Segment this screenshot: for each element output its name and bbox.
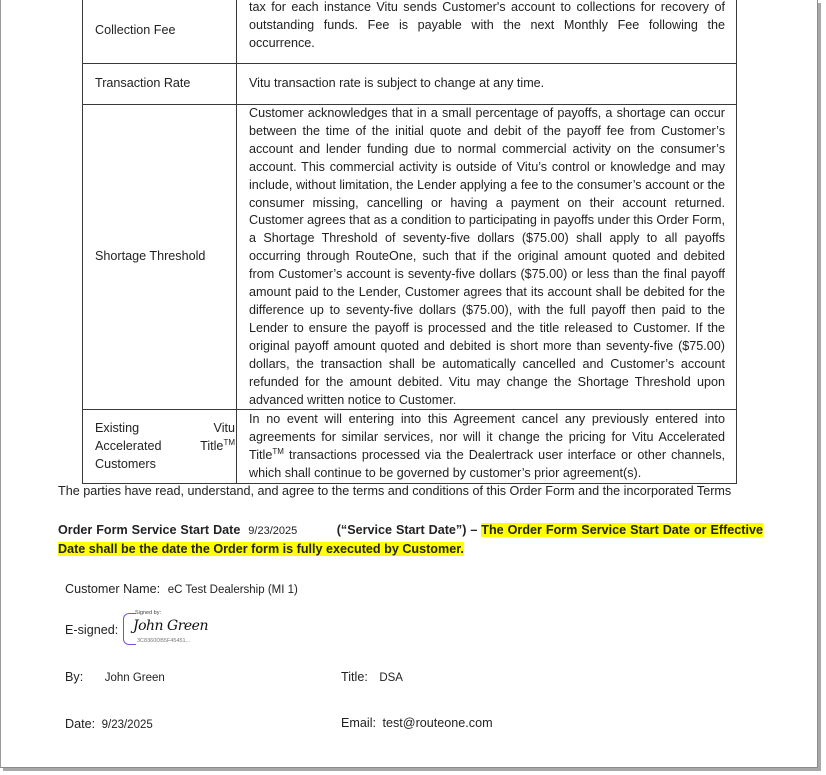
- trademark-mark: TM: [272, 446, 284, 456]
- start-date-highlighted-note: The Order Form Service Start Date or Effective Date shall be the date the Order form is fully executed by Customer.: [58, 523, 763, 556]
- row-text-existing-customers: [237, 410, 737, 484]
- date-label: Date:: [65, 717, 96, 731]
- customer-name-label: Customer Name:: [65, 582, 161, 596]
- esigned-label: E-signed:: [65, 623, 119, 637]
- agreement-paragraph: The parties have read, understand, and agree to the terms and conditions of this Order Form and the incorporated Terms: [58, 484, 732, 498]
- customer-name-field: [65, 582, 298, 596]
- text-part: In no event will entering into this Agreement cancel any previously entered into agreements for similar services, nor will it change the pricing for Vitu Accelerated Title: [249, 412, 725, 462]
- label-word: [200, 438, 235, 456]
- email-value: test@routeone.com: [382, 716, 493, 730]
- by-value: John Green: [104, 672, 165, 684]
- title-value: DSA: [379, 672, 403, 684]
- text-part: transactions processed via the Dealertrack user interface or other channels, which shall continue to be governed by customer’s prior agreement(s).: [249, 447, 725, 480]
- signature-image: John Green: [133, 618, 208, 634]
- row-label-collection-fee: Collection Fee: [83, 0, 237, 64]
- table-row: [83, 0, 737, 64]
- label-line-3: Customers: [95, 456, 156, 471]
- row-label-shortage-threshold: Shortage Threshold: [83, 105, 237, 410]
- label-word: Existing: [95, 421, 140, 436]
- start-date-definition: (“Service Start Date”) –: [336, 523, 482, 537]
- by-label: By:: [65, 670, 84, 684]
- email-label: Email:: [341, 716, 376, 730]
- e-signature-block: [123, 610, 218, 646]
- label-word: Vitu: [213, 421, 235, 436]
- row-text-transaction-rate: Vitu transaction rate is subject to change at any time.: [237, 64, 737, 105]
- trademark-mark: TM: [223, 437, 235, 447]
- row-text-collection-fee: tax for each instance Vitu sends Customer's account to collections for recovery of outstanding funds. Fee is payable with the next Monthly Fee following the occurrence.: [237, 0, 737, 64]
- terms-table: [82, 0, 737, 484]
- by-field: [65, 670, 165, 684]
- date-value: 9/23/2025: [101, 719, 153, 731]
- label-word-title: Title: [200, 438, 224, 453]
- table-row: [83, 410, 737, 484]
- service-start-date-paragraph: [58, 522, 763, 558]
- email-field: [341, 716, 493, 730]
- table-row: [83, 64, 737, 105]
- signed-by-caption: Signed by:: [135, 610, 161, 616]
- row-label-transaction-rate: Transaction Rate: [83, 64, 237, 105]
- row-text-shortage-threshold: Customer acknowledges that in a small percentage of payoffs, a shortage can occur between the time of the initial quote and debit of the payoff fee from Customer’s account and lender funding due to normal commercial activity on the consumer’s account. This commercial activity is outside of Vitu’s control or knowledge and may include, without limitation, the Lender applying a fee to the consumer’s account or the consumer missing, cancelling or having a payment on their account returned. Customer agrees that as a condition to participating in payoffs under this Order Form, a Shortage Threshold of seventy-five dollars ($75.00) shall apply to all payoffs occurring through RouteOne, such that if the original amount quoted and debited from Customer’s account is seventy-five dollars ($75.00) or less than the final payoff amount paid to the Lender, Customer agrees that its account shall be debited for the difference up to seventy-five dollars ($75.00), with the full payoff then paid to the Lender to ensure the payoff is processed and the title released to Customer. If the original payoff amount quoted and debited is short more than seventy-five ($75.00) dollars, the transaction shall be automatically cancelled and Customer’s account refunded for the amount debited. Vitu may change the Shortage Threshold upon advanced written notice to Customer.: [237, 105, 737, 410]
- row-label-existing-customers: [83, 410, 237, 484]
- title-field: [341, 670, 403, 684]
- label-line-1: [95, 420, 235, 438]
- table-row: [83, 105, 737, 410]
- start-date-value: 9/23/2025: [248, 525, 298, 537]
- label-line-2: [95, 438, 235, 456]
- customer-name-value: eC Test Dealership (MI 1): [167, 584, 298, 596]
- label-word: Accelerated: [95, 438, 162, 453]
- title-label: Title:: [341, 670, 368, 684]
- start-date-label: Order Form Service Start Date: [58, 523, 241, 537]
- signature-id: 3C8360DB5F45451...: [137, 638, 191, 644]
- date-field: [65, 717, 153, 731]
